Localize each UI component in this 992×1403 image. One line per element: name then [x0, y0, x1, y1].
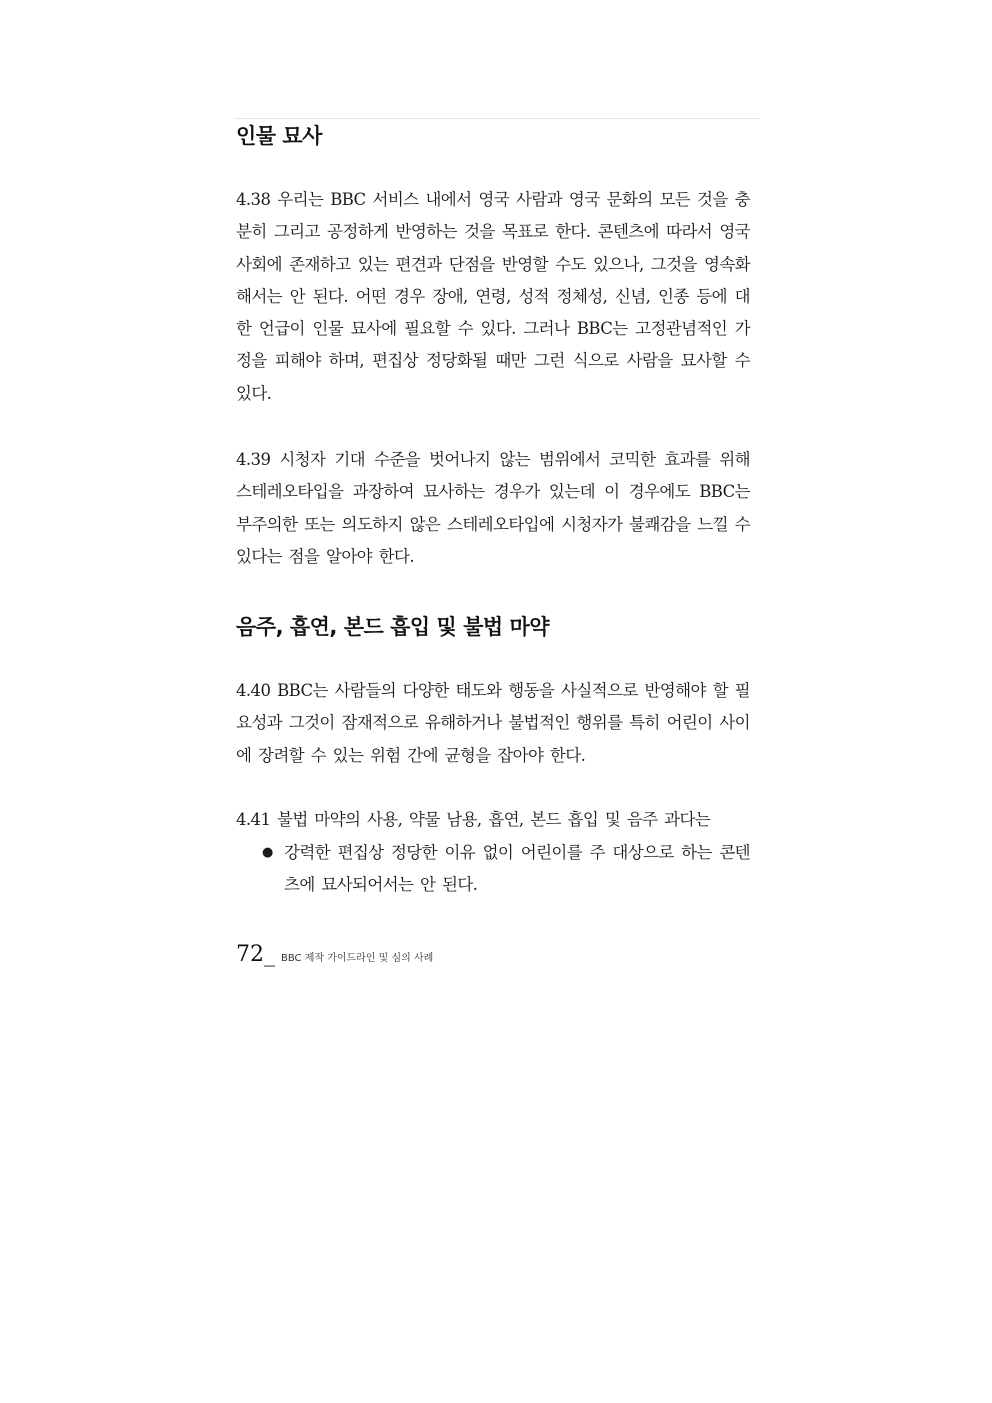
bullet-item: [262, 837, 750, 901]
page-footer: [236, 942, 433, 967]
section-heading-portrayal: 인물 묘사: [236, 124, 322, 148]
paragraph-4-40: 4.40 BBC는 사람들의 다양한 태도와 행동을 사실적으로 반영해야 할 필요성과 그것이 잠재적으로 유해하거나 불법적인 행위를 특히 어린이 사이에 장려할 수 있는 위험 간에 균형을 잡아야 한다.: [236, 681, 750, 765]
paragraph-4-38: 4.38 우리는 BBC 서비스 내에서 영국 사람과 영국 문화의 모든 것을 충분히 그리고 공정하게 반영하는 것을 목표로 한다. 콘텐츠에 따라서 영국 사회에 존재하고 있는 편견과 단점을 반영할 수도 있으나, 그것을 영속화해서는 안 된다. 어떤 경우 장애, 연령, 성적 정체성, 신념, 인종 등에 대한 언급이 인물 묘사에 필요할 수 있다. 그러나 BBC는 고정관념적인 가정을 피해야 하며, 편집상 정당화될 때만 그런 식으로 사람을 묘사할 수 있다.: [236, 190, 750, 403]
top-rule: [234, 118, 760, 119]
section-heading-substances: 음주, 흡연, 본드 흡입 및 불법 마약: [236, 615, 550, 639]
bullet-text: 강력한 편집상 정당한 이유 없이 어린이를 주 대상으로 하는 콘텐츠에 묘사되어서는 안 된다.: [284, 843, 750, 894]
paragraph-4-41-intro: 4.41 불법 마약의 사용, 약물 남용, 흡연, 본드 흡입 및 음주 과다는: [236, 810, 711, 829]
page-number: 72_: [236, 942, 275, 967]
paragraph-4-39: 4.39 시청자 기대 수준을 벗어나지 않는 범위에서 코믹한 효과를 위해 스테레오타입을 과장하여 묘사하는 경우가 있는데 이 경우에도 BBC는 부주의한 또는 의도하지 않은 스테레오타입에 시청자가 불쾌감을 느낄 수 있다는 점을 알아야 한다.: [236, 450, 750, 566]
book-title: BBC 제작 가이드라인 및 심의 사례: [281, 953, 434, 964]
bullet-dot-icon: ●: [262, 845, 273, 860]
